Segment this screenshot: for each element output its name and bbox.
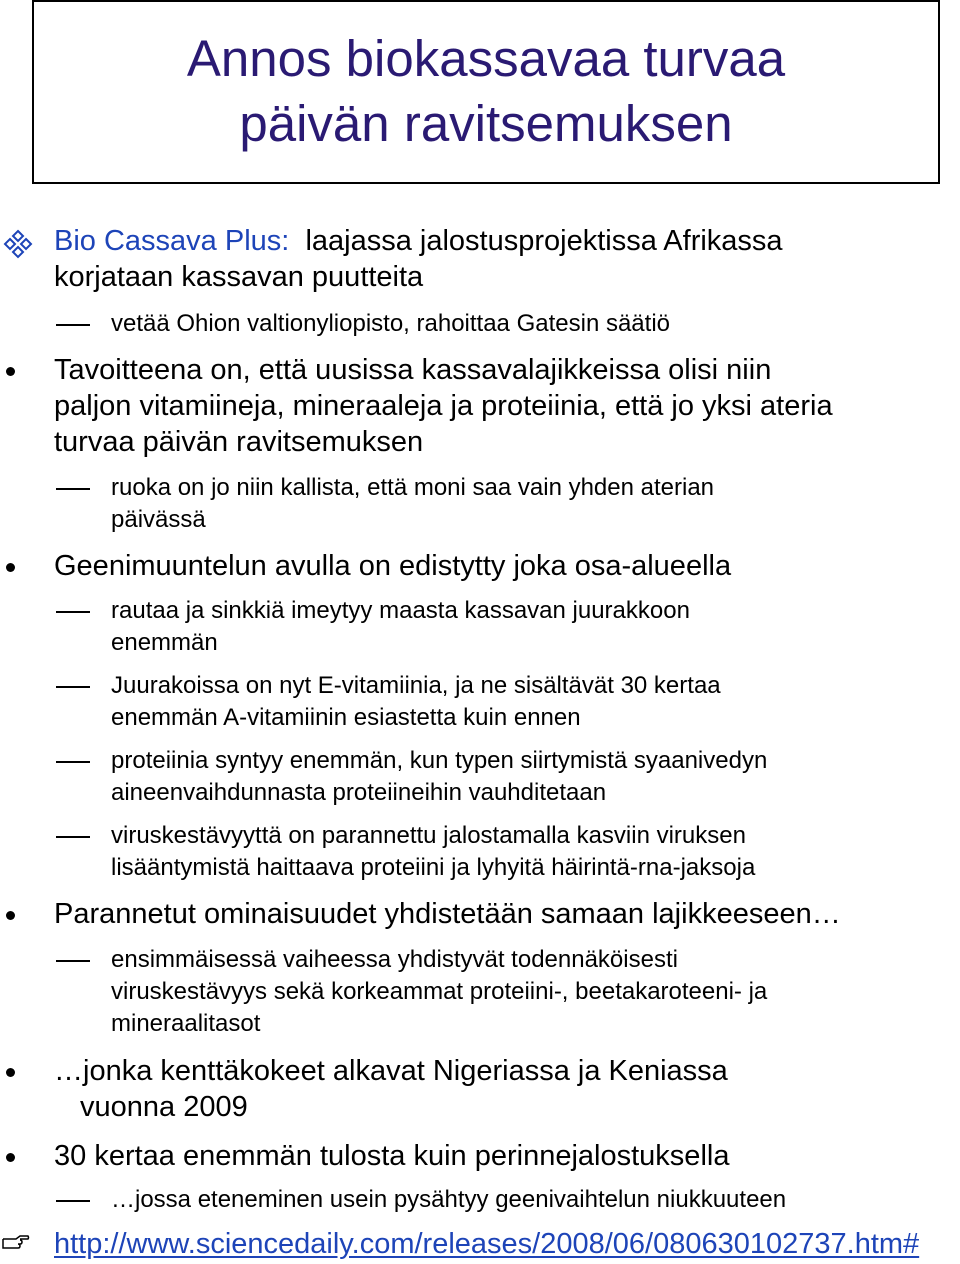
bullet-2-line-1: Geenimuuntelun avulla on edistytty joka osa-alueella [54,550,732,582]
bullet-3-line-1: Parannetut ominaisuudet yhdistetään samaan lajikkeeseen… [54,898,841,930]
bullet-dot [6,1068,15,1077]
bullet-2-sub-4-line-2: lisääntymistä haittaava proteiini ja lyhyitä häirintä-rna-jaksoja [111,854,756,881]
source-link[interactable]: http://www.sciencedaily.com/releases/2008/06/080630102737.htm# [54,1228,920,1260]
bullet-2-sub-3-line-2: aineenvaihdunnasta proteiineihin vauhditetaan [111,779,607,806]
dash-marker [56,761,90,763]
bullet-dot [6,1153,15,1162]
bullet-1-line-3: turvaa päivän ravitsemuksen [54,426,424,458]
intro-label: Bio Cassava Plus: [54,225,290,257]
bullet-4-line-1: …jonka kenttäkokeet alkavat Nigeriassa ja Keniassa [54,1055,728,1087]
intro-sub-1: vetää Ohion valtionyliopisto, rahoittaa Gatesin säätiö [111,310,670,337]
bullet-4-line-2: vuonna 2009 [80,1091,248,1123]
bullet-2-sub-1-line-1: rautaa ja sinkkiä imeytyy maasta kassavan juurakkoon [111,597,690,624]
bullet-5-sub-1-line-1: …jossa eteneminen usein pysähtyy geenivaihtelun niukkuuteen [111,1186,787,1213]
bullet-dot [6,563,15,572]
dash-marker [56,611,90,613]
diamond-cluster-icon [3,229,33,259]
dash-marker [56,686,90,688]
dash-marker [56,324,90,326]
bullet-1-line-2: paljon vitamiineja, mineraaleja ja proteiinia, että jo yksi ateria [54,390,833,422]
slide-title-line-2: päivän ravitsemuksen [239,95,733,152]
dash-marker [56,960,90,962]
dash-marker [56,488,90,490]
title-box [32,0,940,184]
dash-marker [56,836,90,838]
bullet-2-sub-2-line-2: enemmän A-vitamiinin esiastetta kuin ennen [111,704,581,731]
bullet-3-sub-1-line-2: viruskestävyys sekä korkeammat proteiini-, beetakaroteeni- ja [111,978,768,1005]
intro-line-2: korjataan kassavan puutteita [54,261,424,293]
bullet-dot [6,367,15,376]
bullet-1-line-1: Tavoitteena on, että uusissa kassavalajikkeissa olisi niin [54,354,772,386]
bullet-2-sub-4-line-1: viruskestävyyttä on parannettu jalostamalla kasviin viruksen [111,822,746,849]
bullet-1-sub-1-line-1: ruoka on jo niin kallista, että moni saa vain yhden aterian [111,474,715,501]
bullet-1-sub-1-line-2: päivässä [111,506,206,533]
bullet-3-sub-1-line-1: ensimmäisessä vaiheessa yhdistyvät todennäköisesti [111,946,678,973]
dash-marker [56,1200,90,1202]
slide-title-line-1: Annos biokassavaa turvaa [186,30,786,87]
source-link-line [54,1226,919,1262]
bullet-2-sub-2-line-1: Juurakoissa on nyt E-vitamiinia, ja ne sisältävät 30 kertaa [111,672,721,699]
intro-text: laajassa jalostusprojektissa Afrikassa [305,225,783,257]
bullet-2-sub-1-line-2: enemmän [111,629,218,656]
pointing-hand-icon [2,1230,30,1250]
bullet-2-sub-3-line-1: proteiinia syntyy enemmän, kun typen siirtymistä syaanivedyn [111,747,768,774]
bullet-5-line-1: 30 kertaa enemmän tulosta kuin perinnejalostuksella [54,1140,730,1172]
bullet-dot [6,911,15,920]
intro-line-1 [54,223,783,259]
bullet-3-sub-1-line-3: mineraalitasot [111,1010,261,1037]
